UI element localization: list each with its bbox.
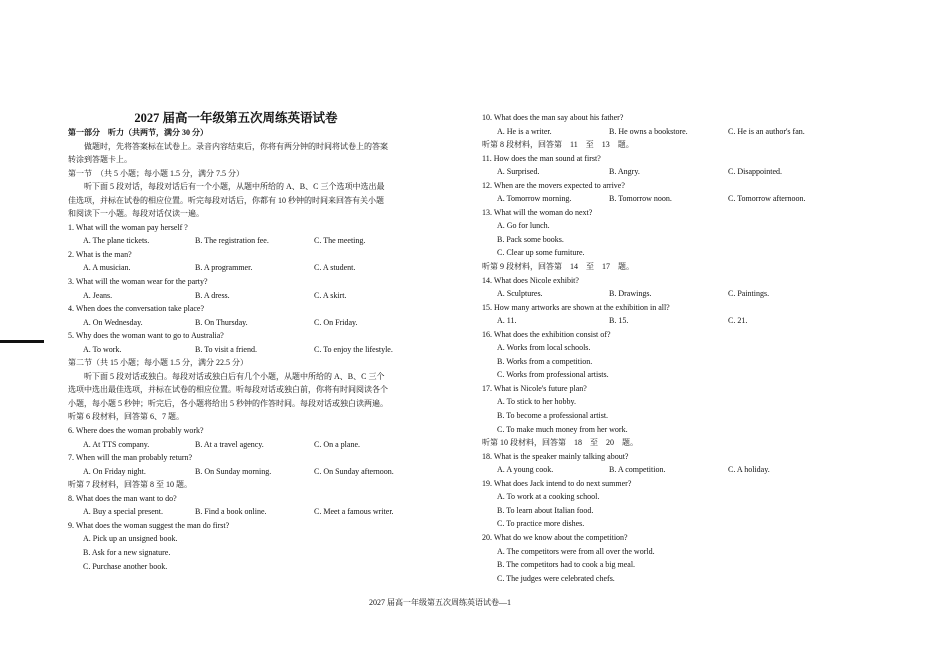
answer-option: B. The competitors had to cook a big meal. bbox=[497, 560, 636, 570]
text-line: 选项中选出最佳选项，并标在试卷的相应位置。听每段对话或独白前，你将有时间阅读各个 bbox=[68, 385, 388, 395]
answer-option: A. The plane tickets. bbox=[83, 236, 150, 246]
answer-option: C. On Friday. bbox=[314, 317, 358, 327]
question: 8. What does the man want to do? bbox=[68, 493, 177, 503]
question: 1. What will the woman pay herself ? bbox=[68, 222, 188, 232]
question: 4. When does the conversation take place? bbox=[68, 304, 205, 314]
answer-option: C. A skirt. bbox=[314, 290, 347, 300]
answer-option: C. On a plane. bbox=[314, 439, 360, 449]
text-line: 做题时，先将答案标在试卷上。录音内容结束后，你将有两分钟的时间将试卷上的答案 bbox=[84, 141, 388, 151]
answer-options bbox=[68, 465, 404, 479]
left-column bbox=[68, 110, 404, 573]
answer-option: C. A student. bbox=[314, 263, 356, 273]
answer-option: A. Sculptures. bbox=[497, 289, 543, 299]
answer-option: B. The registration fee. bbox=[195, 236, 269, 246]
answer-options bbox=[68, 289, 404, 303]
answer-option: A. A young cook. bbox=[497, 465, 554, 475]
answer-option: B. Pack some books. bbox=[497, 234, 564, 244]
question: 18. What is the speaker mainly talking about? bbox=[482, 451, 629, 461]
answer-option: C. To enjoy the lifestyle. bbox=[314, 344, 393, 354]
answer-option: A. 11. bbox=[497, 316, 517, 326]
question: 19. What does Jack intend to do next summer? bbox=[482, 478, 632, 488]
answer-option: B. To visit a friend. bbox=[195, 344, 257, 354]
answer-options bbox=[482, 125, 818, 139]
question: 5. Why does the woman want to go to Australia? bbox=[68, 331, 224, 341]
answer-option: C. The meeting. bbox=[314, 236, 366, 246]
right-column bbox=[482, 111, 818, 585]
answer-option: C. Paintings. bbox=[728, 289, 770, 299]
answer-option: A. On Friday night. bbox=[83, 466, 146, 476]
text-line: 听下面 5 段对话，每段对话后有一个小题，从题中所给的 A、B、C 三个选项中选出最 bbox=[84, 182, 385, 192]
answer-option: C. A holiday. bbox=[728, 465, 770, 475]
question: 2. What is the man? bbox=[68, 249, 132, 259]
text-line: 听第 8 段材料，回答第 11 至 13 题。 bbox=[482, 140, 634, 150]
answer-option: B. Angry. bbox=[609, 167, 640, 177]
text-line: 第一节 （共 5 小题；每小题 1.5 分，满分 7.5 分） bbox=[68, 168, 244, 178]
answer-options bbox=[68, 316, 404, 330]
text-line: 和阅读下一小题。每段对话仅读一遍。 bbox=[68, 209, 204, 219]
answer-options bbox=[482, 463, 818, 477]
answer-option: A. Jeans. bbox=[83, 290, 113, 300]
answer-option: B. On Thursday. bbox=[195, 317, 248, 327]
answer-options bbox=[68, 261, 404, 275]
answer-option: C. Works from professional artists. bbox=[497, 370, 609, 380]
answer-option: A. To work. bbox=[83, 344, 122, 354]
question: 14. What does Nicole exhibit? bbox=[482, 275, 579, 285]
question: 16. What does the exhibition consist of? bbox=[482, 329, 611, 339]
answer-options bbox=[68, 234, 404, 248]
answer-option: A. To stick to her hobby. bbox=[497, 397, 576, 407]
question: 20. What do we know about the competition? bbox=[482, 532, 628, 542]
answer-option: A. Tomorrow morning. bbox=[497, 194, 572, 204]
answer-option: A. Surprised. bbox=[497, 167, 540, 177]
text-line: 听第 6 段材料，回答第 6、7 题。 bbox=[68, 412, 184, 422]
answer-option: A. Go for lunch. bbox=[497, 221, 550, 231]
answer-option: B. A programmer. bbox=[195, 263, 253, 273]
page-footer: 2027 届高一年级第五次周练英语试卷—1 bbox=[369, 598, 511, 607]
answer-option: A. On Wednesday. bbox=[83, 317, 143, 327]
answer-option: C. Disappointed. bbox=[728, 167, 782, 177]
answer-option: B. Find a book online. bbox=[195, 507, 267, 517]
question: 12. When are the movers expected to arrive? bbox=[482, 180, 625, 190]
answer-option: B. A dress. bbox=[195, 290, 230, 300]
answer-options bbox=[68, 438, 404, 452]
answer-options bbox=[482, 314, 818, 328]
answer-option: B. At a travel agency. bbox=[195, 439, 264, 449]
text-line: 听第 9 段材料，回答第 14 至 17 题。 bbox=[482, 262, 634, 272]
answer-option: A. Pick up an unsigned book. bbox=[83, 534, 178, 544]
answer-options bbox=[482, 165, 818, 179]
answer-option: B. To learn about Italian food. bbox=[497, 505, 594, 515]
answer-option: B. Works from a competition. bbox=[497, 356, 593, 366]
answer-option: C. On Sunday afternoon. bbox=[314, 466, 394, 476]
answer-option: C. Clear up some furniture. bbox=[497, 248, 585, 258]
text-line: 小题，每小题 5 秒钟；听完后，各小题将给出 5 秒钟的作答时间。每段对话或独白读两遍。 bbox=[68, 398, 388, 408]
answer-option: A. At TTS company. bbox=[83, 439, 150, 449]
answer-option: A. The competitors were from all over the world. bbox=[497, 546, 655, 556]
answer-option: B. On Sunday morning. bbox=[195, 466, 272, 476]
text-line: 转涂到答题卡上。 bbox=[68, 155, 132, 165]
answer-option: A. A musician. bbox=[83, 263, 131, 273]
answer-option: B. Tomorrow noon. bbox=[609, 194, 672, 204]
answer-options bbox=[68, 343, 404, 357]
answer-option: A. He is a writer. bbox=[497, 126, 552, 136]
text-line: 听第 10 段材料，回答第 18 至 20 题。 bbox=[482, 438, 638, 448]
answer-option: B. He owns a bookstore. bbox=[609, 126, 688, 136]
answer-option: B. To become a professional artist. bbox=[497, 411, 609, 421]
answer-options bbox=[68, 505, 404, 519]
margin-bar bbox=[0, 340, 44, 343]
question: 3. What will the woman wear for the party? bbox=[68, 277, 208, 287]
page-title: 2027 届高一年级第五次周练英语试卷 bbox=[134, 111, 338, 125]
text-line: 听下面 5 段对话或独白。每段对话或独白后有几个小题，从题中所给的 A、B、C 三个 bbox=[84, 371, 385, 381]
answer-option: B. 15. bbox=[609, 316, 629, 326]
question: 15. How many artworks are shown at the exhibition in all? bbox=[482, 302, 670, 312]
question: 7. When will the man probably return? bbox=[68, 453, 193, 463]
answer-option: B. Ask for a new signature. bbox=[83, 547, 171, 557]
answer-options bbox=[482, 287, 818, 301]
answer-option: C. To make much money from her work. bbox=[497, 424, 628, 434]
answer-option: C. The judges were celebrated chefs. bbox=[497, 573, 615, 583]
answer-option: A. Buy a special present. bbox=[83, 507, 163, 517]
question: 6. Where does the woman probably work? bbox=[68, 426, 204, 436]
answer-option: C. To practice more dishes. bbox=[497, 519, 585, 529]
text-line: 佳选项，并标在试卷的相应位置。听完每段对话后，你都有 10 秒钟的时间来回答有关小题 bbox=[68, 195, 384, 205]
answer-option: A. Works from local schools. bbox=[497, 343, 591, 353]
answer-option: C. Meet a famous writer. bbox=[314, 507, 394, 517]
text-line: 第一部分 听力（共两节，满分 30 分） bbox=[68, 128, 208, 137]
question: 10. What does the man say about his father? bbox=[482, 113, 624, 122]
question: 11. How does the man sound at first? bbox=[482, 153, 601, 163]
text-line: 第二节（共 15 小题；每小题 1.5 分，满分 22.5 分） bbox=[68, 358, 248, 368]
text-line: 听第 7 段材料，回答第 8 至 10 题。 bbox=[68, 480, 192, 490]
answer-option: C. He is an author's fan. bbox=[728, 126, 805, 136]
answer-option: B. A competition. bbox=[609, 465, 666, 475]
question: 9. What does the woman suggest the man do first? bbox=[68, 520, 230, 530]
answer-options bbox=[482, 192, 818, 206]
answer-option: C. Tomorrow afternoon. bbox=[728, 194, 806, 204]
answer-option: B. Drawings. bbox=[609, 289, 652, 299]
question: 17. What is Nicole's future plan? bbox=[482, 383, 587, 393]
question: 13. What will the woman do next? bbox=[482, 207, 593, 217]
answer-option: C. 21. bbox=[728, 316, 748, 326]
answer-option: A. To work at a cooking school. bbox=[497, 492, 600, 502]
answer-option: C. Purchase another book. bbox=[83, 561, 168, 571]
